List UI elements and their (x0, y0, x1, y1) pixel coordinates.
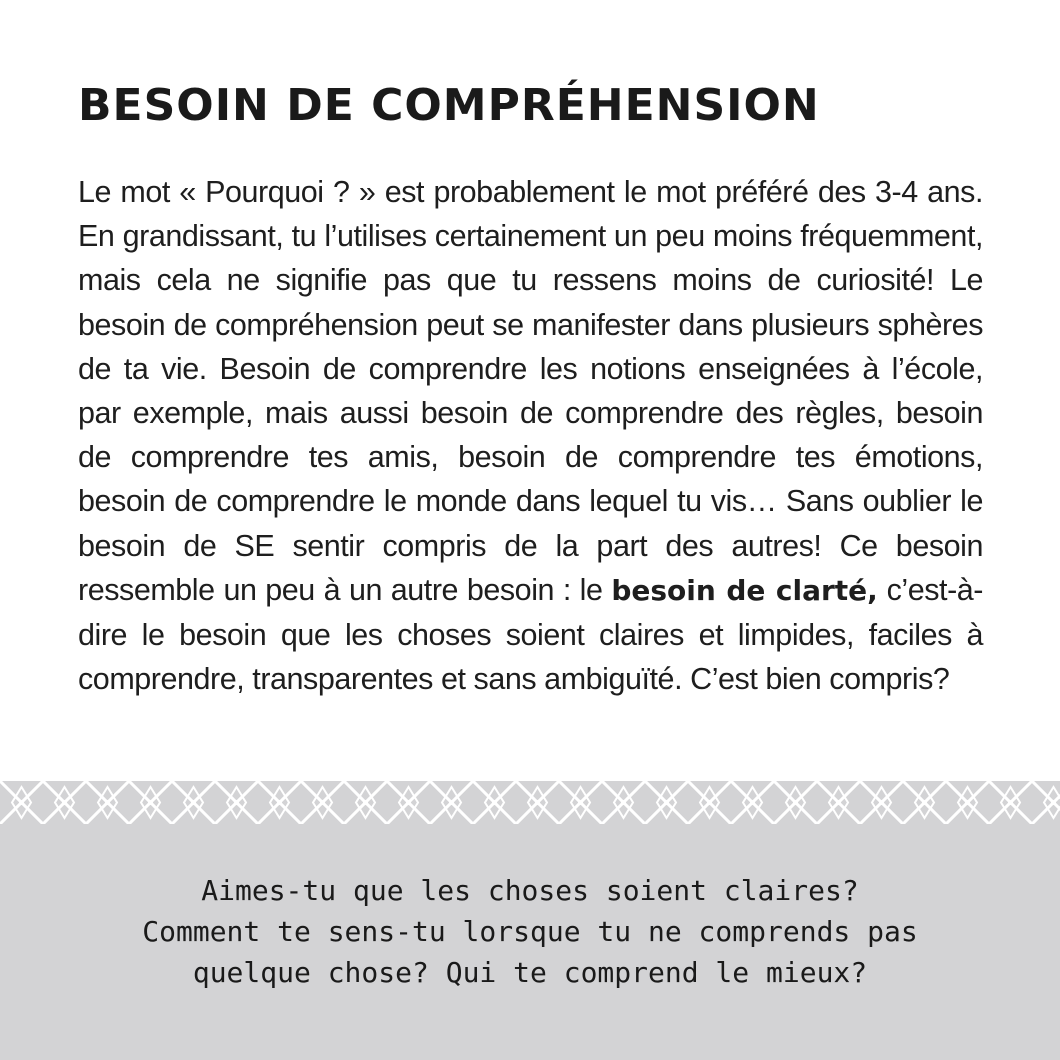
paragraph-text-start: Le mot « Pourquoi ? » est probablement le mot préféré des 3-4 ans. En grandissant, tu l’utilises certainement un peu moins fréquemment, mais cela ne signifie pas que tu ressens moins de curiosité! Le besoin de compréhension peut se manifester dans plusieurs sphères de ta vie. Besoin de comprendre les notions enseignées à l’école, par exemple, mais aussi besoin de comprendre des règles, besoin de comprendre tes amis, besoin de comprendre tes émotions, besoin de comprendre le monde dans lequel tu vis… Sans oublier le besoin de SE sentir compris de la part des autres! Ce besoin ressemble un peu à un autre besoin : le (78, 175, 983, 607)
question-line-1: Aimes-tu que les choses soient claires? (201, 874, 859, 907)
body-paragraph (78, 170, 983, 701)
paragraph-text-end: c’est-à-dire le besoin que les choses soient claires et limpides, faciles à comprendre, transparentes et sans ambiguïté. C’est bien compris? (78, 572, 984, 697)
decorative-pattern-band (0, 781, 1060, 824)
question-line-3: quelque chose? Qui te comprend le mieux? (192, 956, 868, 989)
diamond-pattern-icon (0, 781, 1060, 824)
paragraph-bold-term: besoin de clarté, (611, 573, 878, 607)
section-title: BESOIN DE COMPRÉHENSION (78, 80, 820, 131)
question-line-2: Comment te sens-tu lorsque tu ne comprends pas (142, 915, 918, 948)
reflection-questions (0, 870, 1060, 993)
